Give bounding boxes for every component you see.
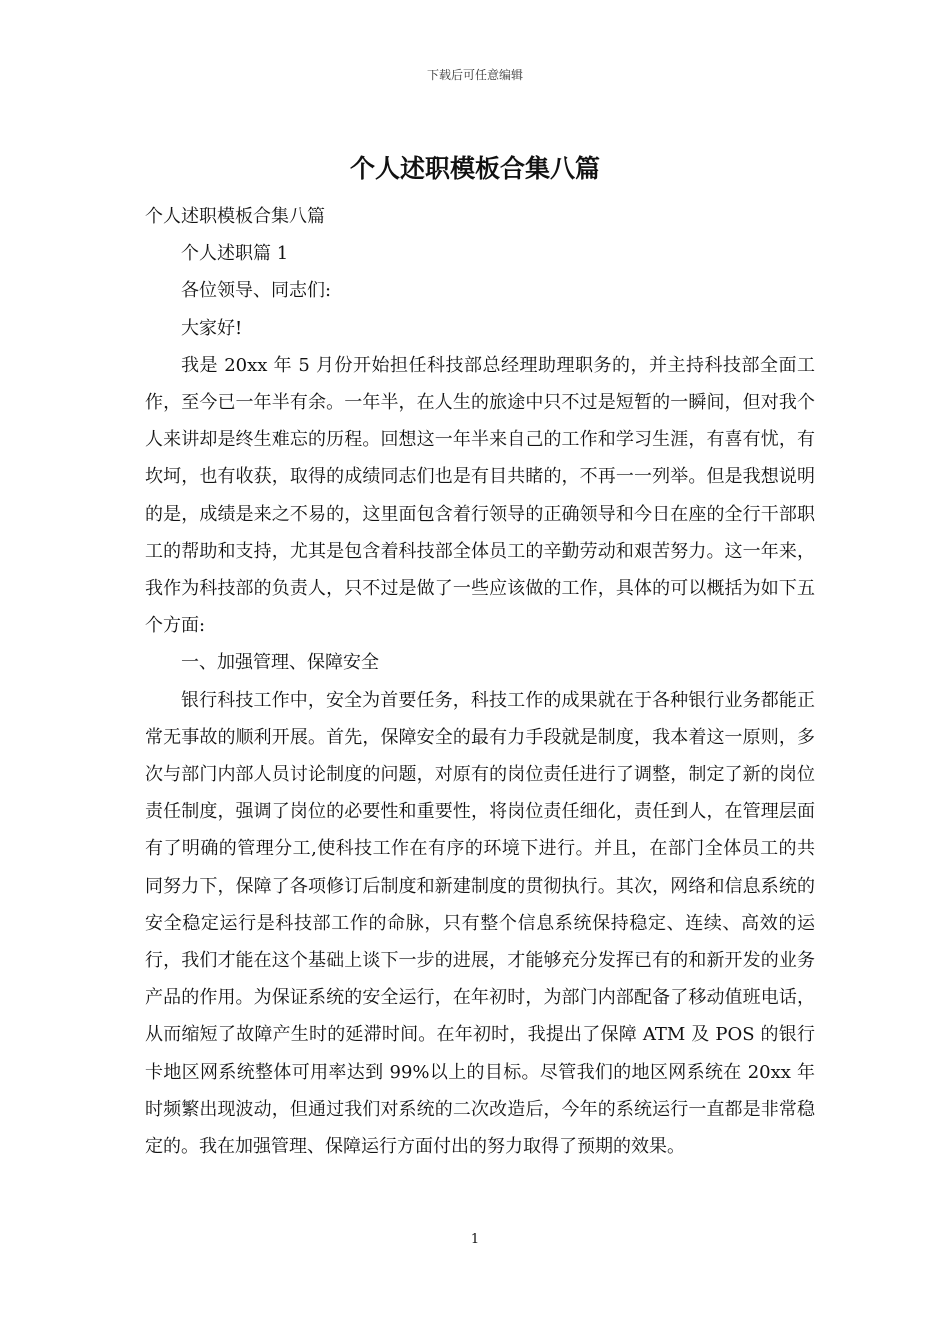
page-header: 下载后可任意编辑 xyxy=(426,68,523,82)
document-body xyxy=(145,198,815,1165)
salutation: 各位领导、同志们: xyxy=(181,280,332,302)
document-title: 个人述职模板合集八篇 xyxy=(349,154,600,183)
paragraph-intro: 我是 20xx 年 5 月份开始担任科技部总经理助理职务的，并主持科技部全面工作，至今已一年半有余。一年半，在人生的旅途中只不过是短暂的一瞬间，但对我个人来讲却是终生难忘的历程。回想这一年半来自己的工作和学习生涯，有喜有忧，有坎坷，也有收获，取得的成绩同志们也是有目共睹的，不再一一列举。但是我想说明的是，成绩是来之不易的，这里面包含着行领导的正确领导和今日在座的全行干部职工的帮助和支持，尤其是包含着科技部全体员工的辛勤劳动和艰苦努力。这一年来，我作为科技部的负责人，只不过是做了一些应该做的工作，具体的可以概括为如下五个方面: xyxy=(145,354,815,637)
point-heading: 一、加强管理、保障安全 xyxy=(181,652,379,674)
section-heading: 个人述职篇 1 xyxy=(181,243,289,265)
document-subtitle: 个人述职模板合集八篇 xyxy=(145,206,325,227)
greeting: 大家好! xyxy=(181,317,243,339)
paragraph-security: 银行科技工作中，安全为首要任务，科技工作的成果就在于各种银行业务都能正常无事故的顺利开展。首先，保障安全的最有力手段就是制度，我本着这一原则，多次与部门内部人员讨论制度的问题，对原有的岗位责任进行了调整，制定了新的岗位责任制度，强调了岗位的必要性和重要性，将岗位责任细化，责任到人，在管理层面有了明确的管理分工,使科技工作在有序的环境下进行。并且，在部门全体员工的共同努力下，保障了各项修订后制度和新建制度的贯彻执行。其次，网络和信息系统的安全稳定运行是科技部工作的命脉，只有整个信息系统保持稳定、连续、高效的运行，我们才能在这个基础上谈下一步的进展，才能够充分发挥已有的和新开发的业务产品的作用。为保证系统的安全运行，在年初时，为部门内部配备了移动值班电话，从而缩短了故障产生时的延滞时间。在年初时，我提出了保障 ATM 及 POS 的银行卡地区网系统整体可用率达到 99%以上的目标。尽管我们的地区网系统在 20xx 年时频繁出现波动，但通过我们对系统的二次改造后，今年的系统运行一直都是非常稳定的。我在加强管理、保障运行方面付出的努力取得了预期的效果。 xyxy=(145,689,815,1158)
page-number: 1 xyxy=(470,1232,480,1247)
